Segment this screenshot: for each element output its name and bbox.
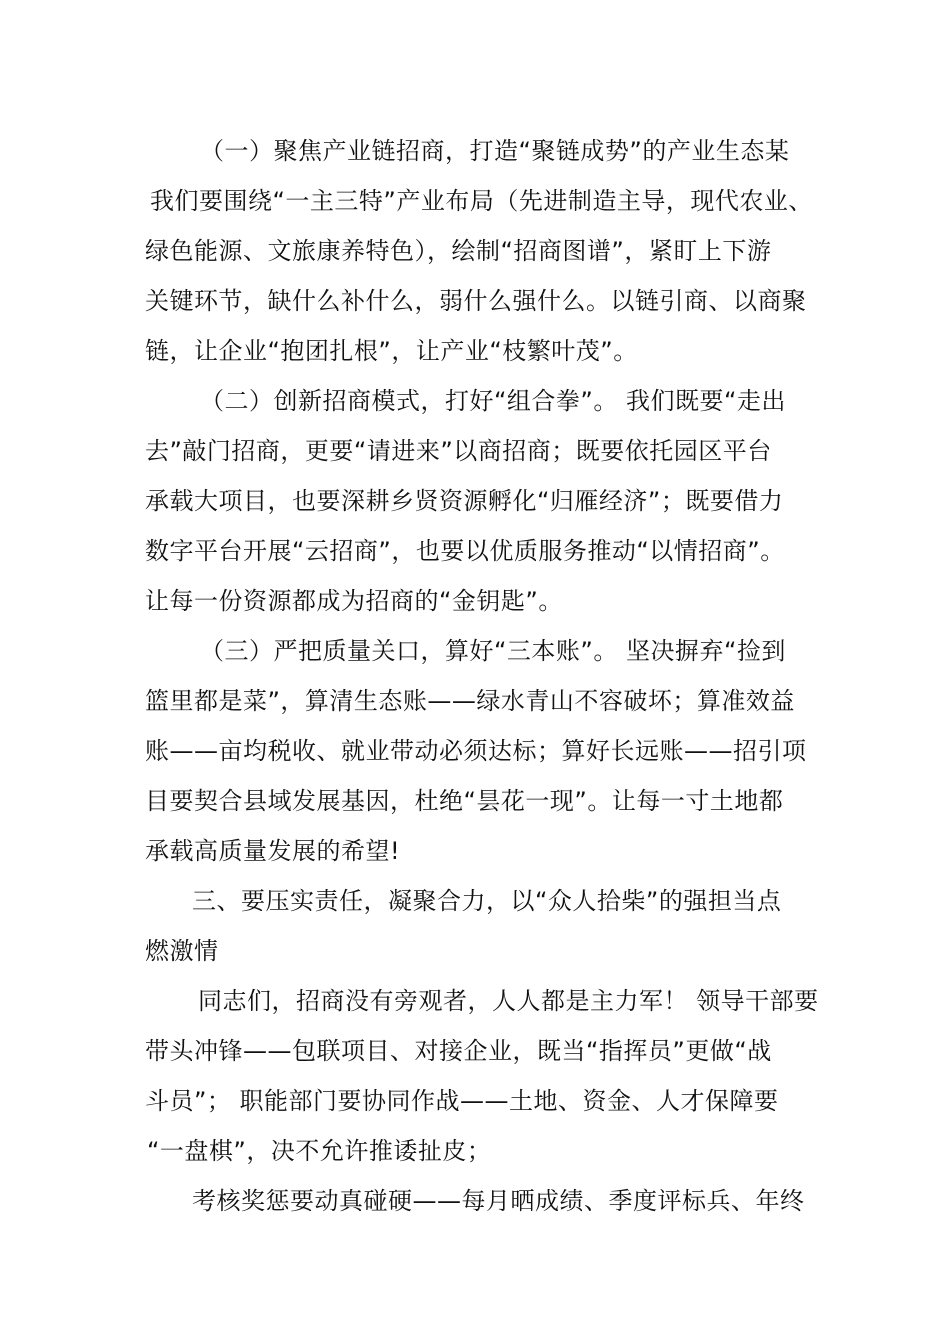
text-line: 我们要围绕“一主三特”产业布局（先进制造主导，现代农业、 [150,187,813,215]
text-line: 同志们，招商没有旁观者，人人都是主力军！ 领导干部要 [198,987,819,1015]
text-line: 承载高质量发展的希望! [145,837,401,865]
text-line: 关键环节，缺什么补什么，弱什么强什么。以链引商、以商聚 [145,287,807,315]
text-line: 篮里都是菜”，算清生态账——绿水青山不容破坏；算准效益 [145,687,795,715]
text-line: 斗员”； 职能部门要协同作战——土地、资金、人才保障要 [145,1087,779,1115]
text-line: 数字平台开展“云招商”，也要以优质服务推动“以情招商”。 [145,537,785,565]
text-line: 承载大项目，也要深耕乡贤资源孵化“归雁经济”；既要借力 [145,487,784,515]
text-line: 链，让企业“抱团扎根”，让产业“枝繁叶茂”。 [145,337,638,365]
section-heading-continued: 燃激情 [145,937,219,965]
text-line: （三）严把质量关口，算好“三本账”。 坚决摒弃“捡到 [200,637,786,665]
text-line: （二）创新招商模式，打好“组合拳”。 我们既要“走出 [200,387,786,415]
section-heading: 三、要压实责任，凝聚合力，以“众人拾柴”的强担当点 [192,887,782,915]
text-line: 绿色能源、文旅康养特色），绘制“招商图谱”，紧盯上下游 [145,237,772,265]
text-line: “一盘棋”，决不允许推诿扯皮； [147,1137,492,1165]
text-line: 考核奖惩要动真碰硬——每月晒成绩、季度评标兵、年终 [192,1187,805,1215]
text-line: 带头冲锋——包联项目、对接企业，既当“指挥员”更做“战 [145,1037,772,1065]
text-line: 让每一份资源都成为招商的“金钥匙”。 [145,587,563,615]
text-line: 目要契合县域发展基因，杜绝“昙花一现”。让每一寸土地都 [145,787,784,815]
text-line: 去”敲门招商，更要“请进来”以商招商；既要依托园区平台 [145,437,772,465]
text-line: （一）聚焦产业链招商，打造“聚链成势”的产业生态某 [200,137,790,165]
text-line: 账——亩均税收、就业带动必须达标；算好长远账——招引项 [145,737,807,765]
